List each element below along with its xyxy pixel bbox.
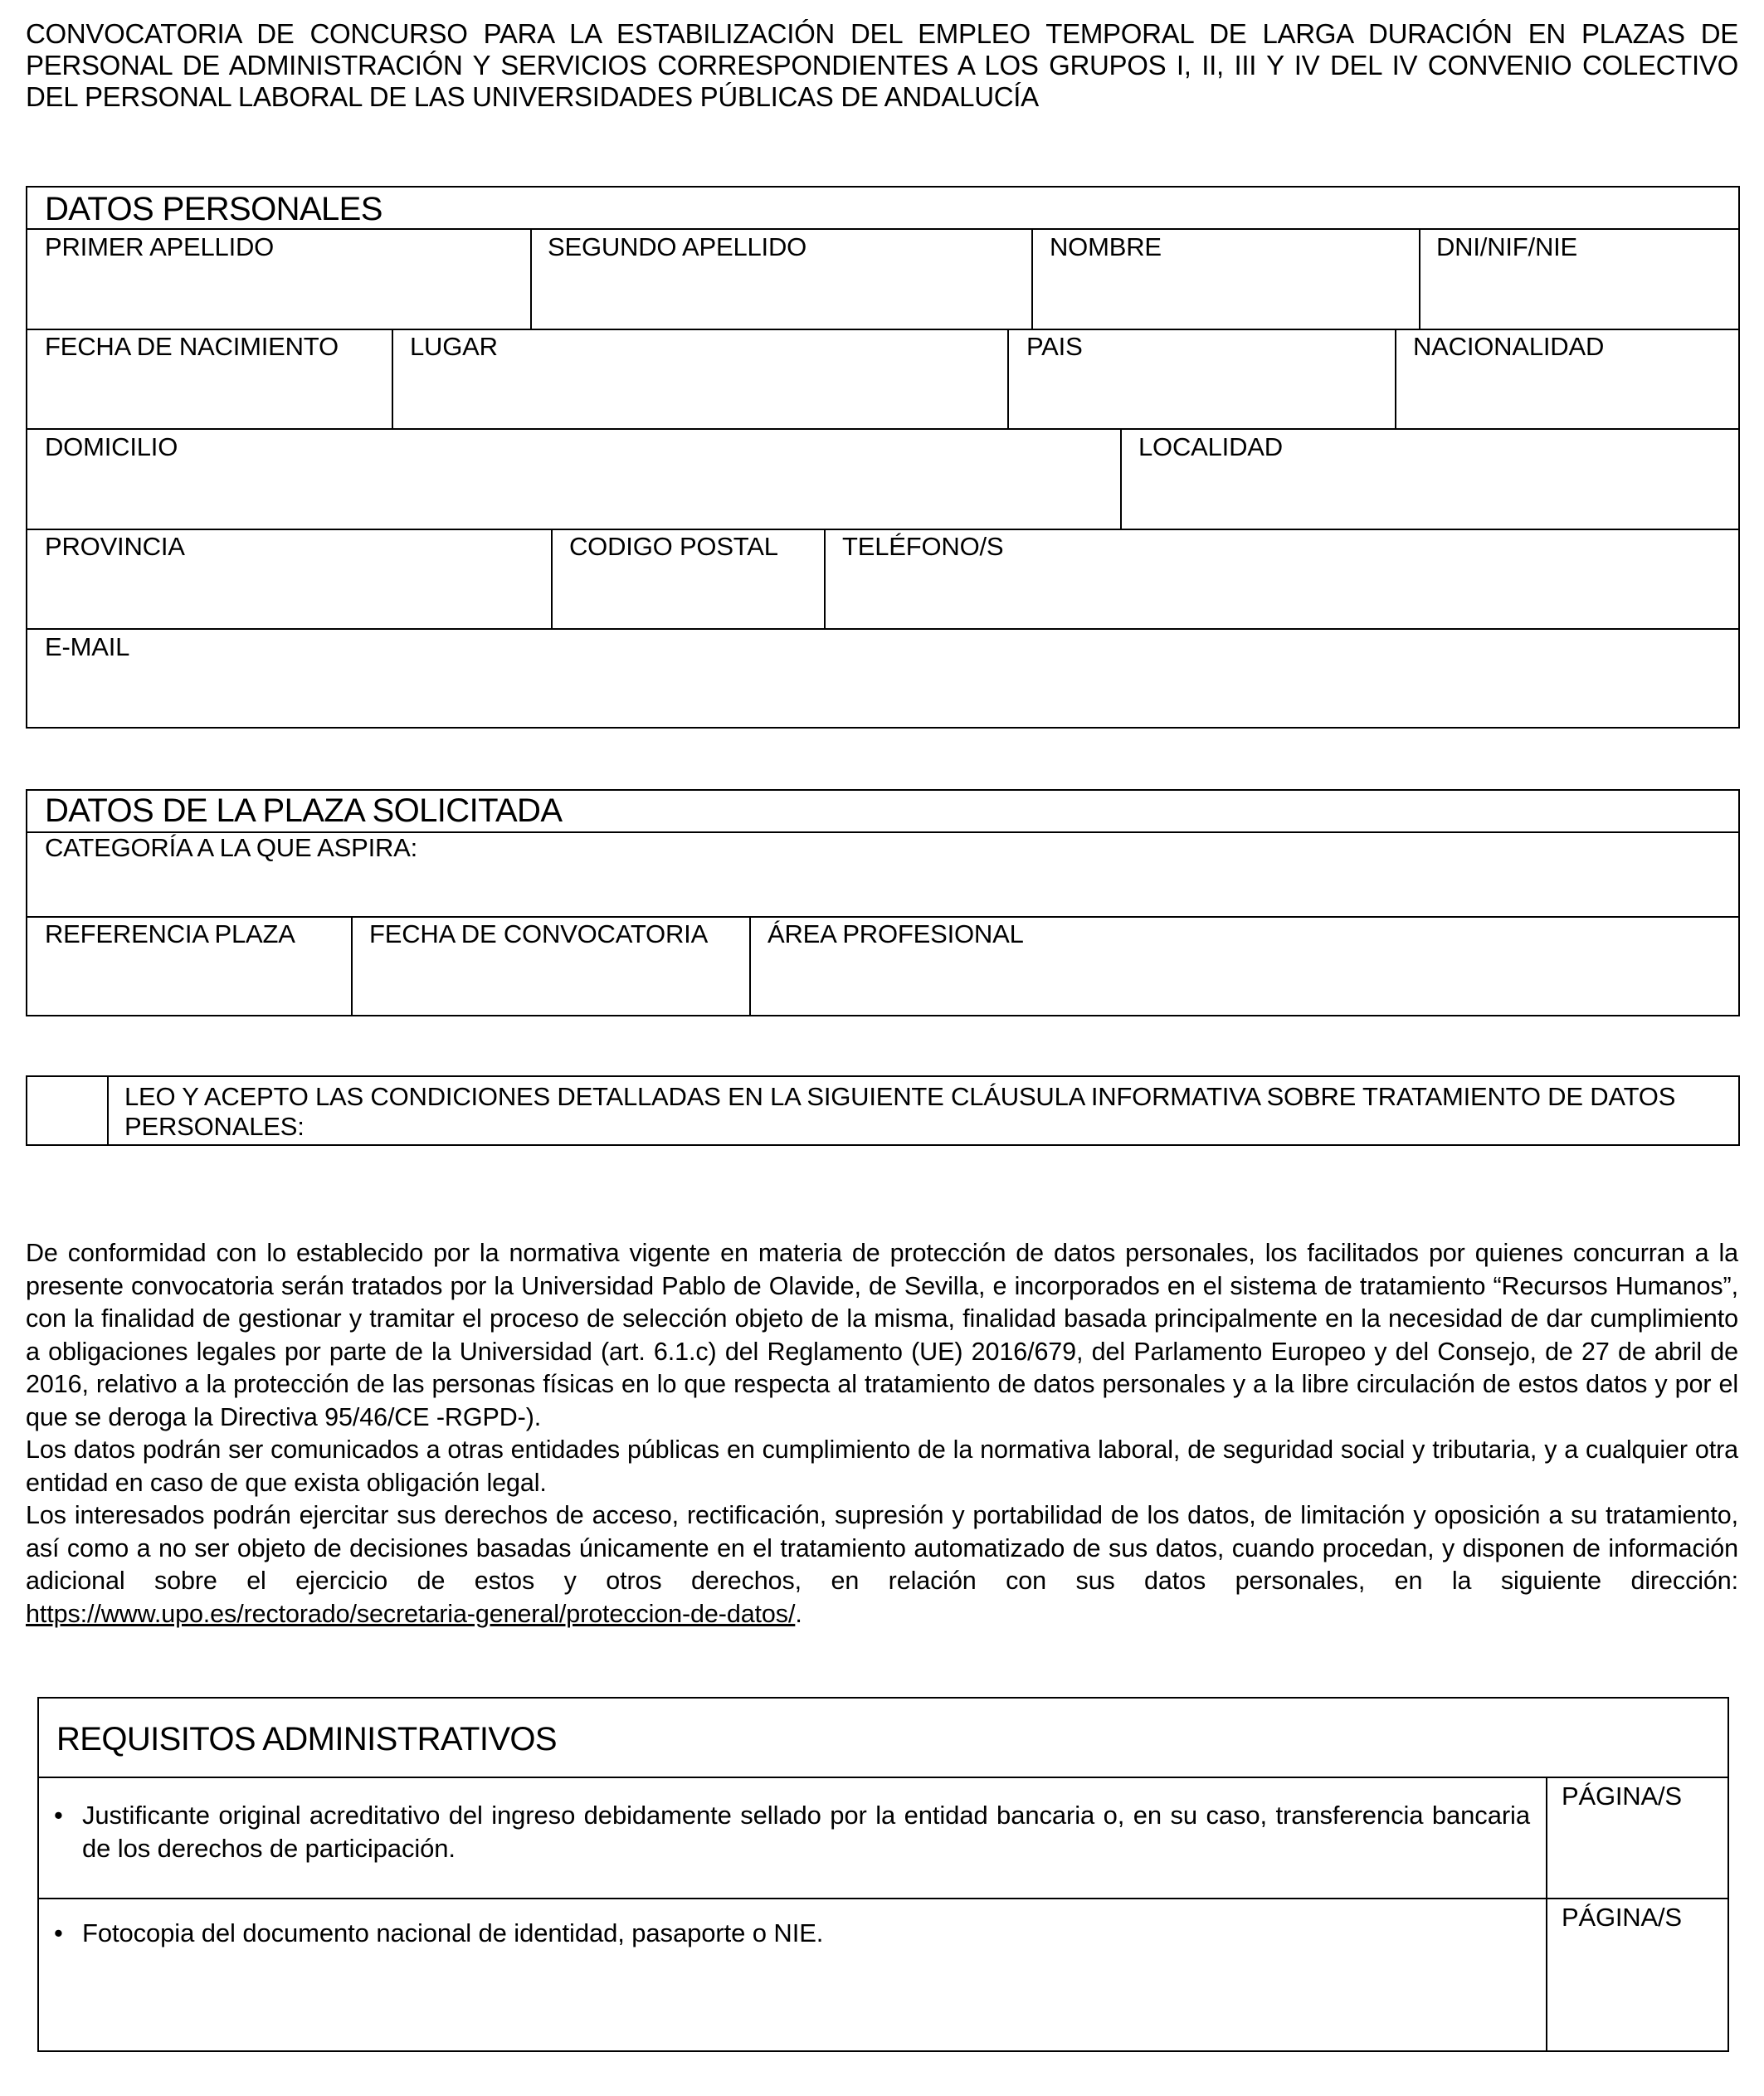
- segundo-apellido-field[interactable]: [532, 230, 1031, 329]
- codigo-postal-field[interactable]: [553, 530, 824, 628]
- plaza-heading: DATOS DE LA PLAZA SOLICITADA: [45, 792, 563, 829]
- segundo-apellido-label: SEGUNDO APELLIDO: [548, 232, 807, 261]
- fecha-nacimiento-label: FECHA DE NACIMIENTO: [45, 332, 339, 361]
- domicilio-field[interactable]: [27, 430, 1120, 529]
- clausula-informativa: [26, 1237, 1738, 1630]
- acepto-text-line2: PERSONALES:: [124, 1112, 305, 1141]
- telefono-field[interactable]: [826, 530, 1738, 628]
- proteccion-datos-link[interactable]: https://www.upo.es/rectorado/secretaria-general/proteccion-de-datos/: [26, 1599, 796, 1628]
- link-period: .: [795, 1599, 802, 1628]
- requisitos-section: [37, 1697, 1729, 2052]
- requisito-2-pagina-label: PÁGINA/S: [1562, 1903, 1682, 1932]
- primer-apellido-label: PRIMER APELLIDO: [45, 232, 275, 261]
- codigo-postal-label: CODIGO POSTAL: [569, 532, 778, 561]
- email-label: E-MAIL: [45, 632, 130, 661]
- dni-label: DNI/NIF/NIE: [1436, 232, 1578, 261]
- nombre-field[interactable]: [1033, 230, 1419, 329]
- nacionalidad-label: NACIONALIDAD: [1413, 332, 1605, 361]
- clausula-paragraph-3: [26, 1499, 1738, 1630]
- area-profesional-field[interactable]: [751, 918, 1738, 1015]
- lugar-label: LUGAR: [410, 332, 498, 361]
- nombre-label: NOMBRE: [1050, 232, 1162, 261]
- localidad-label: LOCALIDAD: [1138, 432, 1283, 461]
- acepto-text-line1: LEO Y ACEPTO LAS CONDICIONES DETALLADAS EN LA SIGUIENTE CLÁUSULA INFORMATIVA SOBRE TRATAMIENTO DE DATOS: [124, 1082, 1676, 1111]
- domicilio-label: DOMICILIO: [45, 432, 178, 461]
- provincia-label: PROVINCIA: [45, 532, 185, 561]
- requisito-2-text: Fotocopia del documento nacional de identidad, pasaporte o NIE.: [82, 1918, 824, 1947]
- nacionalidad-field[interactable]: [1396, 330, 1738, 428]
- referencia-plaza-label: REFERENCIA PLAZA: [45, 919, 295, 948]
- provincia-field[interactable]: [27, 530, 551, 628]
- pais-field[interactable]: [1009, 330, 1395, 428]
- requisito-1-pagina-field[interactable]: [1547, 1778, 1727, 1898]
- plaza-section: [26, 789, 1740, 1016]
- dni-field[interactable]: [1420, 230, 1738, 329]
- requisito-2-bullet: •: [54, 1918, 63, 1947]
- telefono-label: TELÉFONO/S: [842, 532, 1004, 561]
- requisitos-heading: REQUISITOS ADMINISTRATIVOS: [56, 1721, 558, 1757]
- personal-data-heading: DATOS PERSONALES: [45, 191, 383, 227]
- requisito-2-pagina-field[interactable]: [1547, 1899, 1727, 2050]
- fecha-nacimiento-field[interactable]: [27, 330, 392, 428]
- email-field[interactable]: [27, 630, 1738, 727]
- requisito-1-pagina-label: PÁGINA/S: [1562, 1782, 1682, 1811]
- requisito-1-text: Justificante original acreditativo del ingreso debidamente sellado por la entidad bancaria o, en su caso, transferencia bancaria de los derechos de participación.: [82, 1801, 1530, 1863]
- pais-label: PAIS: [1026, 332, 1083, 361]
- primer-apellido-field[interactable]: [27, 230, 530, 329]
- lugar-field[interactable]: [393, 330, 1007, 428]
- clausula-paragraph-3-text: Los interesados podrán ejercitar sus derechos de acceso, rectificación, supresión y portabilidad de los datos, de limitación y oposición a su tratamiento, así como a no ser objeto de decisiones basadas únicamente en el tratamiento automatizado de sus datos, cuando procedan, y disponen de información adicional sobre el ejercicio de estos y otros derechos, en relación con sus datos personales, en la siguiente dirección:: [26, 1501, 1738, 1595]
- categoria-label: CATEGORÍA A LA QUE ASPIRA:: [45, 833, 418, 862]
- fecha-convocatoria-field[interactable]: [353, 918, 749, 1015]
- categoria-field[interactable]: [27, 833, 1738, 916]
- acepto-row: [26, 1075, 1740, 1146]
- acepto-checkbox[interactable]: [27, 1077, 107, 1144]
- localidad-field[interactable]: [1122, 430, 1738, 529]
- requisito-1-bullet: •: [54, 1801, 63, 1830]
- area-profesional-label: ÁREA PROFESIONAL: [767, 919, 1024, 948]
- clausula-paragraph-1: De conformidad con lo establecido por la normativa vigente en materia de protección de datos personales, los facilitados por quienes concurran a la presente convocatoria serán tratados por la Universidad Pablo de Olavide, de Sevilla, e incorporados en el sistema de tratamiento “Recursos Humanos”, con la finalidad de gestionar y tramitar el proceso de selección objeto de la misma, finalidad basada principalmente en la necesidad de dar cumplimiento a obligaciones legales por parte de la Universidad (art. 6.1.c) del Reglamento (UE) 2016/679, del Parlamento Europeo y del Consejo, de 27 de abril de 2016, relativo a la protección de las personas físicas en lo que respecta al tratamiento de datos personales y a la libre circulación de estos datos y por el que se deroga la Directiva 95/46/CE -RGPD-).: [26, 1239, 1738, 1431]
- referencia-plaza-field[interactable]: [27, 918, 351, 1015]
- personal-data-section: [26, 186, 1740, 729]
- clausula-paragraph-2: Los datos podrán ser comunicados a otras entidades públicas en cumplimiento de la normativa laboral, de seguridad social y tributaria, y a cualquier otra entidad en caso de que exista obligación legal.: [26, 1436, 1738, 1497]
- fecha-convocatoria-label: FECHA DE CONVOCATORIA: [369, 919, 709, 948]
- document-title: CONVOCATORIA DE CONCURSO PARA LA ESTABILIZACIÓN DEL EMPLEO TEMPORAL DE LARGA DURACIÓN EN PLAZAS DE PERSONAL DE ADMINISTRACIÓN Y SERVICIOS CORRESPONDIENTES A LOS GRUPOS I, II, III Y IV DEL IV CONVENIO COLECTIVO DEL PERSONAL LABORAL DE LAS UNIVERSIDADES PÚBLICAS DE ANDALUCÍA: [26, 18, 1738, 112]
